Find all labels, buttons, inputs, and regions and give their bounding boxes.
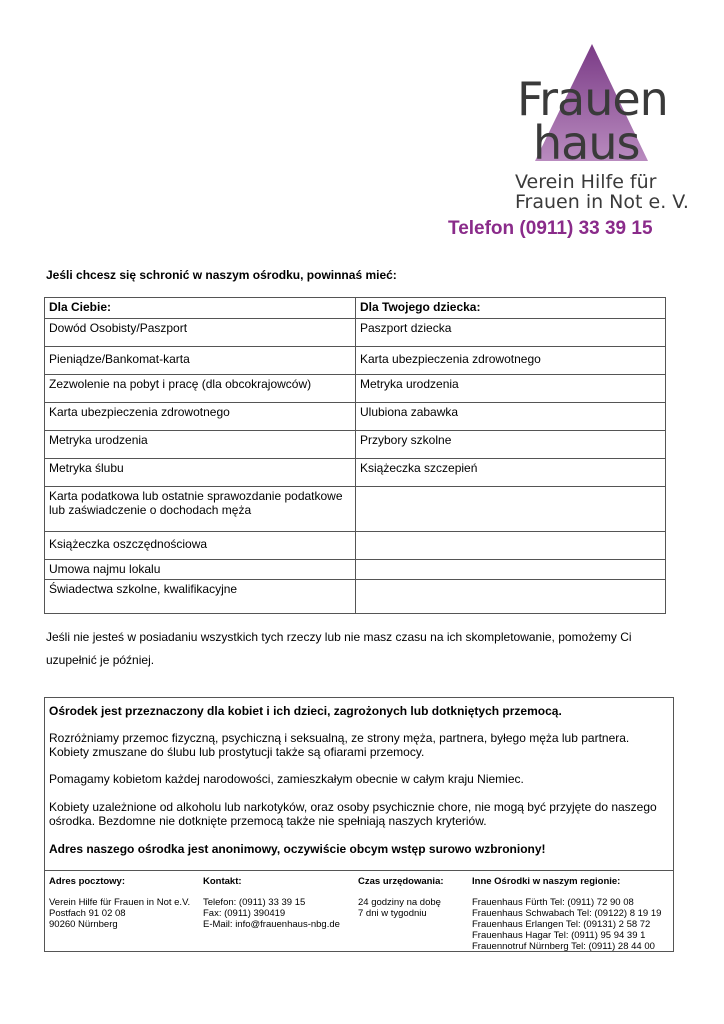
table-cell: Przybory szkolne xyxy=(356,431,666,459)
footer-contact-fax: Fax: (0911) 390419 xyxy=(203,908,286,919)
table-cell xyxy=(356,532,666,560)
table-cell: Karta podatkowa lub ostatnie sprawozdanie podatkowe lub zaświadczenie o dochodach męża xyxy=(45,487,356,532)
table-cell: Karta ubezpieczenia zdrowotnego xyxy=(45,403,356,431)
table-header-row xyxy=(45,298,666,319)
table-cell: Świadectwa szkolne, kwalifikacyjne xyxy=(45,580,356,614)
footer-contact-phone: Telefon: (0911) 33 39 15 xyxy=(203,897,306,908)
footer-contact xyxy=(203,876,340,930)
frauenhaus-logo xyxy=(505,40,689,215)
footer-divider xyxy=(45,870,673,871)
footer-address-title: Adres pocztowy: xyxy=(49,876,126,887)
table-cell: Paszport dziecka xyxy=(356,319,666,347)
info-paragraph-violence: Rozróżniamy przemoc fizyczną, psychiczną i seksualną, ze strony męża, partnera, byłego męża lub partnera. Kobiety zmuszane do ślubu lub prostytucji także są ofiarami przemocy. xyxy=(49,731,630,759)
footer-hours xyxy=(358,876,444,919)
footer-hours-line: 24 godziny na dobę xyxy=(358,897,441,908)
table-row xyxy=(45,319,666,347)
footer-hours-line: 7 dni w tygodniu xyxy=(358,908,427,919)
footer-address-line: Postfach 91 02 08 xyxy=(49,908,126,919)
footer-others-title: Inne Ośrodki w naszym regionie: xyxy=(472,876,621,887)
footer-shelter-line: Frauennotruf Nürnberg Tel: (0911) 28 44 00 xyxy=(472,941,655,952)
footer-hours-title: Czas urzędowania: xyxy=(358,876,444,887)
table-row xyxy=(45,347,666,375)
logo-tagline-2: Frauen in Not e. V. xyxy=(515,191,689,213)
logo-word-frauen: Frauen xyxy=(517,72,668,126)
footer-contact-title: Kontakt: xyxy=(203,876,242,887)
table-row xyxy=(45,459,666,487)
table-cell: Pieniądze/Bankomat-karta xyxy=(45,347,356,375)
footer-address-line: Verein Hilfe für Frauen in Not e.V. xyxy=(49,897,191,908)
phone-number: Telefon (0911) 33 39 15 xyxy=(448,218,653,239)
logo-tagline-1: Verein Hilfe für xyxy=(515,171,657,193)
footer-address-line: 90260 Nürnberg xyxy=(49,919,118,930)
table-row xyxy=(45,403,666,431)
document-checklist-table xyxy=(44,297,666,614)
footer-shelter-line: Frauenhaus Fürth Tel: (0911) 72 90 08 xyxy=(472,897,634,908)
table-cell xyxy=(356,487,666,532)
intro-text: Jeśli chcesz się schronić w naszym ośrodku, powinnaś mieć: xyxy=(46,268,397,282)
table-cell: Metryka ślubu xyxy=(45,459,356,487)
info-anonymous-address: Adres naszego ośrodka jest anonimowy, oczywiście obcym wstęp surowo wzbroniony! xyxy=(49,842,546,856)
table-cell: Dowód Osobisty/Paszport xyxy=(45,319,356,347)
table-cell: Książeczka szczepień xyxy=(356,459,666,487)
table-cell xyxy=(356,580,666,614)
table-cell: Umowa najmu lokalu xyxy=(45,560,356,580)
header-for-you: Dla Ciebie: xyxy=(45,298,356,319)
footer-shelter-line: Frauenhaus Schwabach Tel: (09122) 8 19 19 xyxy=(472,908,662,919)
header-for-child: Dla Twojego dziecka: xyxy=(356,298,666,319)
table-row xyxy=(45,375,666,403)
footer-contact-email: E-Mail: info@frauenhaus-nbg.de xyxy=(203,919,340,930)
info-heading: Ośrodek jest przeznaczony dla kobiet i ich dzieci, zagrożonych lub dotkniętych przemocą. xyxy=(49,704,562,718)
info-box xyxy=(44,697,674,952)
table-row xyxy=(45,532,666,560)
logo-word-haus: haus xyxy=(533,116,640,170)
table-cell: Metryka urodzenia xyxy=(45,431,356,459)
table-row xyxy=(45,431,666,459)
table-row xyxy=(45,580,666,614)
table-cell xyxy=(356,560,666,580)
table-cell: Metryka urodzenia xyxy=(356,375,666,403)
footer-shelter-line: Frauenhaus Hagar Tel: (0911) 95 94 39 1 xyxy=(472,930,646,941)
info-paragraph-nationality: Pomagamy kobietom każdej narodowości, zamieszkałym obecnie w całym kraju Niemiec. xyxy=(49,772,524,786)
info-paragraph-criteria: Kobiety uzależnione od alkoholu lub narkotyków, oraz osoby psychicznie chore, nie mogą być przyjęte do naszego ośrodka. Bezdomne nie dotknięte przemocą także nie spełniają naszych kryteriów. xyxy=(49,800,657,828)
footer-address xyxy=(49,876,190,930)
footer-other-shelters xyxy=(472,876,661,952)
help-note: Jeśli nie jesteś w posiadaniu wszystkich tych rzeczy lub nie masz czasu na ich skompletowanie, pomożemy Ci uzupełnić je później. xyxy=(46,630,632,667)
table-row xyxy=(45,560,666,580)
table-row xyxy=(45,487,666,532)
table-cell: Książeczka oszczędnościowa xyxy=(45,532,356,560)
table-cell: Zezwolenie na pobyt i pracę (dla obcokrajowców) xyxy=(45,375,356,403)
footer-shelter-line: Frauenhaus Erlangen Tel: (09131) 2 58 72 xyxy=(472,919,651,930)
table-cell: Ulubiona zabawka xyxy=(356,403,666,431)
table-cell: Karta ubezpieczenia zdrowotnego xyxy=(356,347,666,375)
